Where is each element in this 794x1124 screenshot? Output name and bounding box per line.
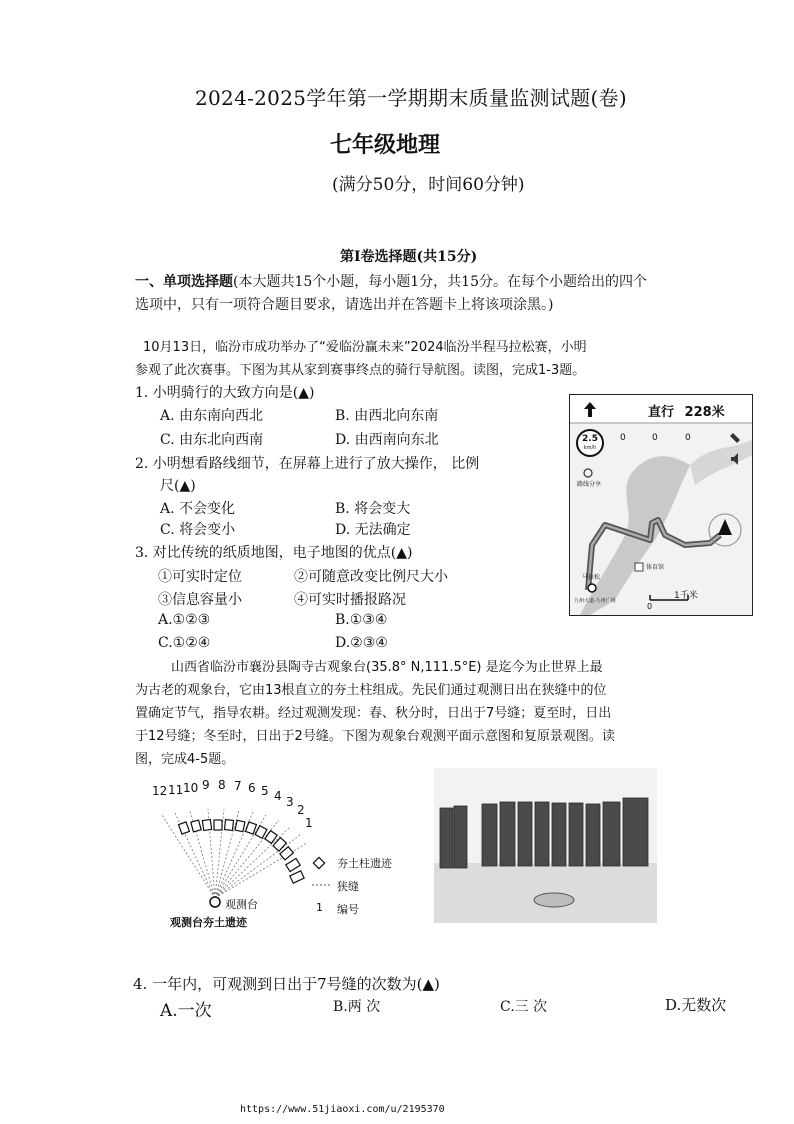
slot-number: 12 bbox=[152, 784, 168, 798]
slot-number: 10 bbox=[183, 781, 199, 795]
nav-stat-2: 0 bbox=[652, 433, 658, 443]
q3-statement-4: ④可实时播报路况 bbox=[294, 592, 406, 608]
q1-option-c[interactable]: C. 由东北向西南 bbox=[160, 432, 264, 448]
nav-instruction bbox=[648, 401, 725, 420]
q4-stem: 4. 一年内，可观测到日出于7号缝的次数为(▲) bbox=[133, 975, 440, 993]
q3-option-d[interactable]: D.②③④ bbox=[335, 635, 388, 651]
legend-number-label: 编号 bbox=[337, 903, 359, 916]
section-instructions bbox=[135, 271, 755, 317]
section-heading-line2: 选项中，只有一项符合题目要求，请选出并在答题卡上将该项涂黑。) bbox=[135, 297, 554, 313]
q3-option-c[interactable]: C.①②④ bbox=[158, 635, 211, 651]
section-heading-bold: 一、单项选择题 bbox=[135, 274, 233, 290]
exam-title: 2024-2025学年第一学期期末质量监测试题(卷) bbox=[195, 86, 627, 110]
q1-stem: 1. 小明骑行的大致方向是(▲) bbox=[135, 385, 315, 401]
slot-number: 5 bbox=[261, 784, 269, 798]
passage2-line5: 图，完成4-5题。 bbox=[135, 752, 235, 767]
exam-subject: 七年级地理 bbox=[330, 132, 441, 158]
q3-statement-3: ③信息容量小 bbox=[158, 592, 242, 608]
nav-speed-unit: km/h bbox=[583, 445, 597, 451]
passage1-line1: 10月13日，临汾市成功举办了“爱临汾赢未来”2024临汾半程马拉松赛，小明 bbox=[143, 340, 587, 355]
slot-number: 7 bbox=[234, 779, 242, 793]
river-branch bbox=[690, 440, 752, 485]
nav-place-marathon: 马拉松 bbox=[582, 574, 601, 581]
share-icon bbox=[584, 469, 592, 477]
pillar-remains bbox=[179, 819, 305, 883]
nav-scale-zero: 0 bbox=[647, 602, 653, 611]
passage2-line4: 于12号缝；冬至时，日出于2号缝。下图为观象台观测平面示意图和复原景观图。读 bbox=[135, 729, 615, 744]
slot-number: 11 bbox=[168, 783, 184, 797]
exam-info: (满分50分，时间60分钟) bbox=[332, 175, 525, 195]
slot-number: 6 bbox=[248, 781, 256, 795]
q1-option-a[interactable]: A. 由东南向西北 bbox=[160, 408, 264, 424]
passage2-line2: 为古老的观象台，它由13根直立的夯土柱组成。先民们通过观测日出在狭缝中的位 bbox=[135, 683, 607, 698]
passage2-line3: 置确定节气，指导农耕。经过观测发现：春、秋分时，日出于7号缝；夏至时，日出 bbox=[135, 706, 612, 721]
nav-direction: 直行 bbox=[648, 405, 675, 420]
q4-option-a[interactable]: A.一次 bbox=[160, 1001, 212, 1021]
q2-option-b[interactable]: B. 将会变大 bbox=[335, 501, 411, 517]
q1-option-d[interactable]: D. 由西南向东北 bbox=[335, 432, 439, 448]
q3-statement-2: ②可随意改变比例尺大小 bbox=[294, 569, 448, 585]
q4-option-c[interactable]: C.三 次 bbox=[500, 999, 548, 1015]
slot-number: 8 bbox=[218, 778, 226, 792]
navigation-arrow-icon bbox=[718, 519, 732, 535]
passage2-line1: 山西省临汾市襄汾县陶寺古观象台(35.8° N,111.5°E) 是迄今为止世界上最 bbox=[171, 660, 603, 675]
observatory-plan-diagram bbox=[140, 775, 430, 935]
q4-option-b[interactable]: B.两 次 bbox=[333, 999, 381, 1015]
q2-option-c[interactable]: C. 将会变小 bbox=[160, 522, 236, 538]
legend-pillar-label: 夯土柱遗迹 bbox=[337, 857, 392, 870]
q3-option-a[interactable]: A.①②③ bbox=[158, 612, 211, 628]
slot-number: 2 bbox=[297, 803, 305, 817]
q2-option-a[interactable]: A. 不会变化 bbox=[160, 501, 236, 517]
q2-stem-line2: 尺(▲) bbox=[160, 478, 196, 494]
passage-marathon bbox=[135, 336, 587, 382]
legend-pillar-icon bbox=[313, 857, 324, 868]
nav-place-stadium: 体育馆 bbox=[646, 564, 665, 571]
slot-number: 9 bbox=[202, 778, 210, 792]
q1-option-b[interactable]: B. 由西北向东南 bbox=[335, 408, 439, 424]
nav-speed: 2.5 bbox=[582, 434, 598, 444]
slot-number: 1 bbox=[305, 816, 313, 830]
nav-stat-1: 0 bbox=[620, 433, 626, 443]
slot-number: 3 bbox=[286, 795, 294, 809]
navigation-map-svg bbox=[570, 395, 752, 615]
observer-platform-icon bbox=[534, 893, 574, 907]
observatory-photo-svg bbox=[434, 768, 657, 923]
q3-statement-1: ①可实时定位 bbox=[158, 569, 242, 585]
nav-place-square: 九州大道·九州广场 bbox=[574, 598, 616, 604]
stadium-icon bbox=[635, 563, 643, 571]
diagram-caption: 观测台夯土遗迹 bbox=[170, 916, 247, 929]
footer-url[interactable]: https://www.51jiaoxi.com/u/2195370 bbox=[240, 1104, 445, 1115]
q2-option-d[interactable]: D. 无法确定 bbox=[335, 522, 411, 538]
legend-number-symbol: 1 bbox=[316, 901, 323, 914]
nav-scale-label: 1千米 bbox=[674, 591, 698, 601]
section-heading-line1: (本大题共15个小题，每小题1分，共15分。在每个小题给出的四个 bbox=[233, 274, 647, 290]
q3-stem: 3. 对比传统的纸质地图，电子地图的优点(▲) bbox=[135, 545, 413, 561]
passage1-line2: 参观了此次赛事。下图为其从家到赛事终点的骑行导航图。读图，完成1-3题。 bbox=[135, 363, 586, 378]
q2-stem-line1: 2. 小明想看路线细节，在屏幕上进行了放大操作， 比例 bbox=[135, 456, 480, 472]
observer-label: 观测台 bbox=[225, 898, 258, 911]
q4-option-d[interactable]: D.无数次 bbox=[665, 996, 727, 1014]
observatory-photo bbox=[434, 768, 657, 923]
observer-point-icon bbox=[210, 897, 220, 907]
section-title: 第Ⅰ卷选择题(共15分) bbox=[340, 249, 478, 265]
q3-option-b[interactable]: B.①③④ bbox=[335, 612, 388, 628]
passage-observatory bbox=[135, 656, 615, 771]
legend-slit-label: 狭缝 bbox=[337, 880, 359, 893]
nav-distance: 228米 bbox=[684, 405, 725, 420]
start-pin-icon bbox=[588, 584, 596, 592]
nav-stat-3: 0 bbox=[685, 433, 691, 443]
navigation-map-figure bbox=[569, 394, 753, 616]
nav-share-label[interactable]: 路线分享 bbox=[577, 481, 602, 488]
pen-icon bbox=[730, 433, 740, 443]
slot-number: 4 bbox=[274, 789, 282, 803]
